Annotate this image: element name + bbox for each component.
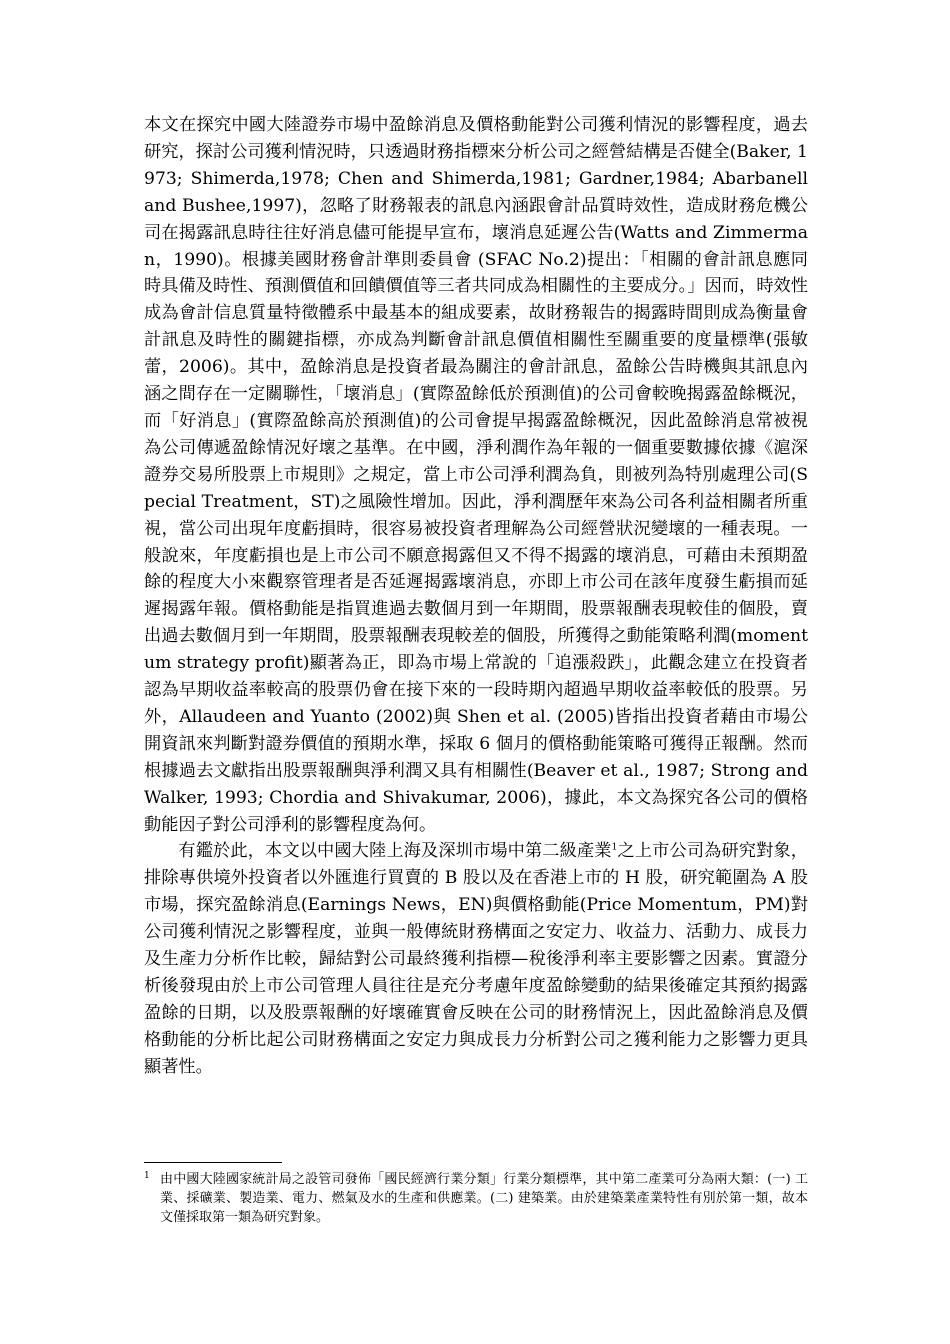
footnote — [144, 1170, 808, 1227]
paragraph-2 — [144, 838, 808, 1080]
footnote-text: 由中國大陸國家統計局之設管司發佈「國民經濟行業分類」行業分類標準，其中第二產業可分為兩大類：(一) 工業、採礦業、製造業、電力、燃氣及水的生產和供應業。(二) 建築業。由於建築業產業特性有別於第一類，故本文僅採取第一類為研究對象。 — [160, 1172, 808, 1225]
paragraph-2-text-end: 之上市公司為研究對象，排除專供境外投資者以外匯進行買賣的 B 股以及在香港上市的 H 股，研究範圍為 A 股市場，探究盈餘消息(Earnings News，EN)與價格動能(Price Momentum，PM)對公司獲利情況之影響程度，並與一般傳統財務構面之安定力、收益力、活動力、成長力及生產力分析作比較，歸結對公司最終獲利指標—稅後淨利率主要影響之因素。實證分析後發現由於上市公司管理人員往往是充分考慮年度盈餘變動的結果後確定其預約揭露盈餘的日期，以及股票報酬的好壞確實會反映在公司的財務情況上，因此盈餘消息及價格動能的分析比起公司財務構面之安定力與成長力分析對公司之獲利能力之影響力更具顯著性。 — [144, 841, 808, 1077]
footnote-marker: 1 — [144, 1171, 150, 1181]
paragraph-2-text-start: 有鑑於此，本文以中國大陸上海及深圳市場中第二級產業 — [178, 841, 612, 862]
footnote-separator — [144, 1162, 282, 1163]
footnote-reference[interactable]: 1 — [611, 842, 618, 853]
paragraph-1: 本文在探究中國大陸證券市場中盈餘消息及價格動能對公司獲利情況的影響程度，過去研究，探討公司獲利情況時，只透過財務指標來分析公司之經營結構是否健全(Baker, 1973; Shimerda,1978; Chen and Shimerda,1981; Gardner,1984; Abarbanell and Bushee,1997)，忽略了財務報表的訊息內涵跟會計品質時效性，造成財務危機公司在揭露訊息時往往好消息儘可能提早宣布，壞消息延遲公告(Watts and Zimmerman，1990)。根據美國財務會計準則委員會 (SFAC No.2)提出：「相關的會計訊息應同時具備及時性、預測價值和回饋價值等三者共同成為相關性的主要成分。」因而，時效性成為會計信息質量特徵體系中最基本的組成要素，故財務報告的揭露時間則成為衡量會計訊息及時性的關鍵指標，亦成為判斷會計訊息價值相關性至關重要的度量標準(張敏蕾，2006)。其中，盈餘消息是投資者最為關注的會計訊息，盈餘公告時機與其訊息內涵之間存在一定關聯性，「壞消息」(實際盈餘低於預測值)的公司會較晚揭露盈餘概況，而「好消息」(實際盈餘高於預測值)的公司會提早揭露盈餘概況，因此盈餘消息常被視為公司傳遞盈餘情況好壞之基準。在中國，淨利潤作為年報的一個重要數據依據《滬深證券交易所股票上市規則》之規定，當上市公司淨利潤為負，則被列為特別處理公司(Special Treatment，ST)之風險性增加。因此，淨利潤歷年來為公司各利益相關者所重視，當公司出現年度虧損時，很容易被投資者理解為公司經營狀況變壞的一種表現。一般說來，年度虧損也是上市公司不願意揭露但又不得不揭露的壞消息，可藉由未預期盈餘的程度大小來觀察管理者是否延遲揭露壞消息，亦即上市公司在該年度發生虧損而延遲揭露年報。價格動能是指買進過去數個月到一年期間，股票報酬表現較佳的個股，賣出過去數個月到一年期間，股票報酬表現較差的個股，所獲得之動能策略利潤(momentum strategy profit)顯著為正，即為市場上常說的「追漲殺跌」，此觀念建立在投資者認為早期收益率較高的股票仍會在接下來的一段時期內超過早期收益率較低的股票。另外，Allaudeen and Yuanto (2002)與 Shen et al. (2005)皆指出投資者藉由市場公開資訊來判斷對證券價值的預期水準，採取 6 個月的價格動能策略可獲得正報酬。然而根據過去文獻指出股票報酬與淨利潤又具有相關性(Beaver et al., 1987; Strong and Walker, 1993; Chordia and Shivakumar, 2006)，據此，本文為探究各公司的價格動能因子對公司淨利的影響程度為何。 — [144, 115, 808, 835]
document-body — [144, 112, 808, 1081]
